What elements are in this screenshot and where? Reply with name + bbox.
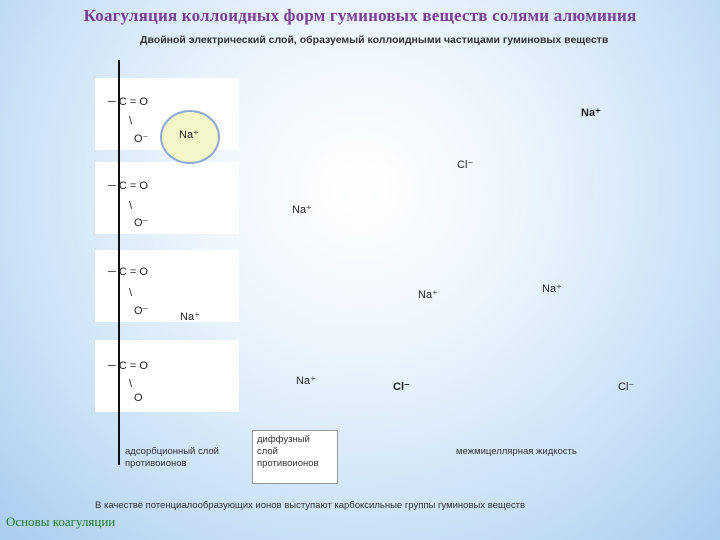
footer-note: В качестве потенциалообразующих ионов выступают карбоксильные группы гуминовых веществ	[95, 500, 526, 511]
group-box-3	[95, 250, 239, 322]
carbonyl-formula-3: ─ C = O	[108, 266, 148, 278]
intermicellar-liquid-label: межмицеллярная жидкость	[456, 446, 577, 457]
group-box-2	[95, 162, 239, 234]
ion-na-mid-right: Na⁺	[542, 283, 562, 295]
particle-surface-line	[118, 60, 120, 465]
carbonyl-formula-4: ─ C = O	[108, 360, 148, 372]
carboxylate-oxygen-1: O⁻	[134, 133, 149, 145]
ion-cl-1: Cl⁻	[457, 159, 474, 171]
ion-na-3: Na⁺	[180, 311, 200, 323]
carbonyl-formula-2: ─ C = O	[108, 180, 148, 192]
slide-subtitle: Двойной электрический слой, образуемый коллоидными частицами гуминовых веществ	[140, 34, 609, 46]
bond-slash-4: \	[129, 378, 133, 390]
ion-cl-bottom-center: Cl⁻	[393, 381, 410, 393]
ion-na-top-right: Na⁺	[581, 107, 601, 119]
ion-na-circle: Na⁺	[179, 129, 199, 141]
adsorption-layer-label: адсорбционный слой противоионов	[125, 446, 219, 469]
carboxylate-oxygen-4: O	[134, 392, 143, 404]
diffuse-layer-label: диффузный слой противоионов	[257, 434, 319, 469]
bond-slash-3: \	[129, 287, 133, 299]
group-box-4	[95, 340, 239, 412]
bond-slash-2: \	[129, 200, 133, 212]
slide-title: Коагуляция коллоидных форм гуминовых веществ солями алюминия	[83, 6, 637, 25]
basics-link[interactable]: Основы коагуляции	[6, 514, 116, 529]
carbonyl-formula-1: ─ C = O	[108, 96, 148, 108]
bond-slash-1: \	[129, 115, 133, 127]
ion-na-mid: Na⁺	[292, 204, 312, 216]
ion-cl-bottom-right: Cl⁻	[618, 381, 635, 393]
ion-na-bottom: Na⁺	[296, 375, 316, 387]
ion-na-mid-center: Na⁺	[418, 289, 438, 301]
carboxylate-oxygen-3: O⁻	[134, 305, 149, 317]
carboxylate-oxygen-2: O⁻	[134, 217, 149, 229]
